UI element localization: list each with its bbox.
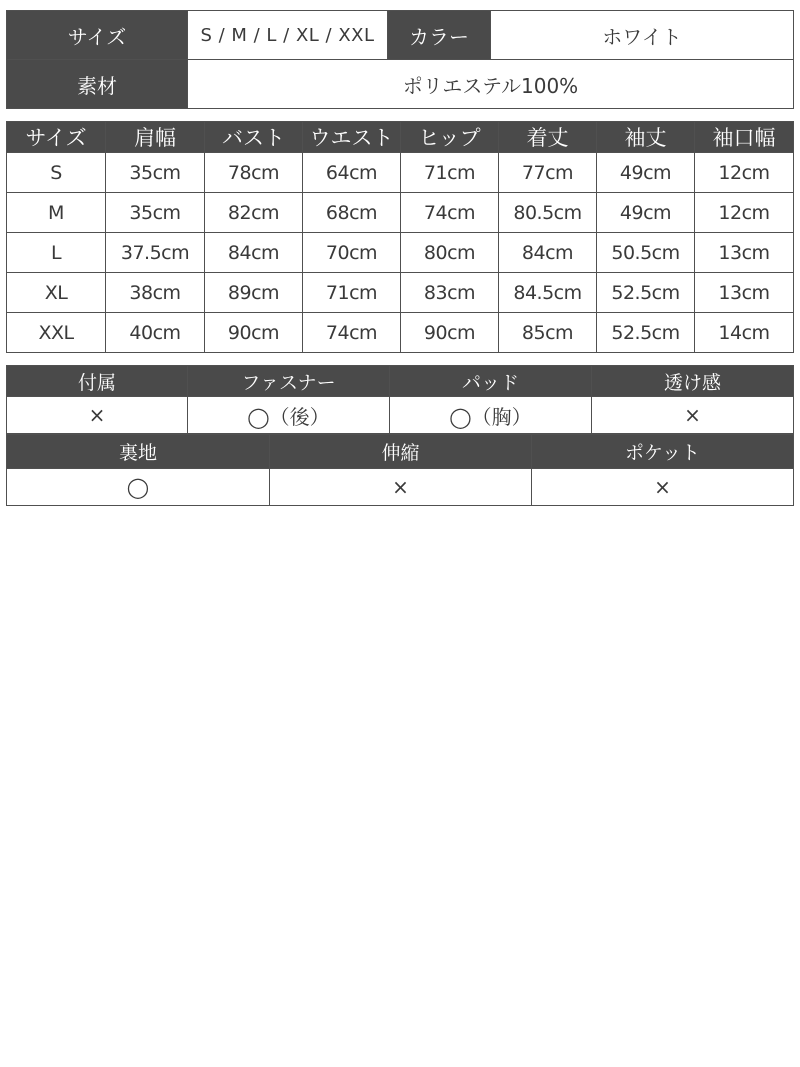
spec-table-features (6, 365, 794, 434)
size-chart-cell: 64cm (303, 153, 401, 193)
size-chart-cell: 89cm (205, 273, 303, 313)
size-chart-cell: 12cm (695, 193, 794, 233)
size-chart-header: ヒップ (401, 122, 499, 153)
size-chart-row (7, 193, 794, 233)
stretch-value: × (270, 469, 532, 506)
size-chart-cell: 70cm (303, 233, 401, 273)
size-chart-cell: 52.5cm (597, 273, 695, 313)
size-chart-cell: 71cm (303, 273, 401, 313)
size-chart-header: 袖丈 (597, 122, 695, 153)
size-value: S / M / L / XL / XXL (188, 11, 388, 60)
size-chart-table (6, 121, 794, 353)
size-chart-cell: 14cm (695, 313, 794, 353)
stretch-label: 伸縮 (270, 435, 532, 469)
size-chart-header: サイズ (7, 122, 106, 153)
spec-table-construction (6, 434, 794, 506)
size-chart-header: ウエスト (303, 122, 401, 153)
pad-value: ◯（胸） (390, 397, 592, 434)
size-chart-cell: 82cm (205, 193, 303, 233)
size-chart-header: 袖口幅 (695, 122, 794, 153)
pad-label: パッド (390, 366, 592, 397)
size-chart-cell: 80.5cm (499, 193, 597, 233)
sheerness-label: 透け感 (592, 366, 794, 397)
accessory-value: × (7, 397, 188, 434)
size-chart-cell: 80cm (401, 233, 499, 273)
size-chart-cell: 40cm (106, 313, 205, 353)
size-chart-cell: M (7, 193, 106, 233)
size-chart-header: バスト (205, 122, 303, 153)
spec-value-row (7, 469, 794, 506)
size-chart-row (7, 153, 794, 193)
size-chart-cell: 84cm (499, 233, 597, 273)
material-value: ポリエステル100% (188, 60, 794, 109)
sheerness-value: × (592, 397, 794, 434)
size-chart-cell: 35cm (106, 193, 205, 233)
size-chart-cell: 13cm (695, 233, 794, 273)
material-label: 素材 (7, 60, 188, 109)
size-chart-cell: 38cm (106, 273, 205, 313)
size-chart-cell: 35cm (106, 153, 205, 193)
spec-value-row (7, 397, 794, 434)
accessory-label: 付属 (7, 366, 188, 397)
size-chart-cell: 74cm (401, 193, 499, 233)
size-chart-cell: 68cm (303, 193, 401, 233)
product-info-table (6, 10, 794, 109)
size-chart-cell: 74cm (303, 313, 401, 353)
product-spec-sheet (6, 10, 793, 506)
size-label: サイズ (7, 11, 188, 60)
size-chart-cell: 50.5cm (597, 233, 695, 273)
size-chart-cell: 84cm (205, 233, 303, 273)
lining-value: ◯ (7, 469, 270, 506)
spec-header-row (7, 366, 794, 397)
size-chart-cell: XXL (7, 313, 106, 353)
size-chart-header-row (7, 122, 794, 153)
pocket-value: × (532, 469, 794, 506)
size-chart-cell: 49cm (597, 153, 695, 193)
size-chart-cell: 13cm (695, 273, 794, 313)
size-chart-row (7, 233, 794, 273)
size-chart-cell: 90cm (401, 313, 499, 353)
size-chart-header: 肩幅 (106, 122, 205, 153)
size-chart-cell: XL (7, 273, 106, 313)
info-row-size-color (7, 11, 794, 60)
zipper-label: ファスナー (188, 366, 390, 397)
size-chart-cell: 83cm (401, 273, 499, 313)
size-chart-cell: 71cm (401, 153, 499, 193)
size-chart-cell: 49cm (597, 193, 695, 233)
lining-label: 裏地 (7, 435, 270, 469)
zipper-value: ◯（後） (188, 397, 390, 434)
info-row-material (7, 60, 794, 109)
size-chart-cell: 37.5cm (106, 233, 205, 273)
size-chart-cell: 85cm (499, 313, 597, 353)
size-chart-cell: 90cm (205, 313, 303, 353)
size-chart-row (7, 273, 794, 313)
size-chart-cell: 52.5cm (597, 313, 695, 353)
size-chart-header: 着丈 (499, 122, 597, 153)
size-chart-cell: S (7, 153, 106, 193)
size-chart-cell: L (7, 233, 106, 273)
size-chart-cell: 12cm (695, 153, 794, 193)
spec-header-row (7, 435, 794, 469)
size-chart-cell: 84.5cm (499, 273, 597, 313)
size-chart-cell: 77cm (499, 153, 597, 193)
color-value: ホワイト (491, 11, 794, 60)
color-label: カラー (388, 11, 491, 60)
pocket-label: ポケット (532, 435, 794, 469)
size-chart-row (7, 313, 794, 353)
size-chart-cell: 78cm (205, 153, 303, 193)
